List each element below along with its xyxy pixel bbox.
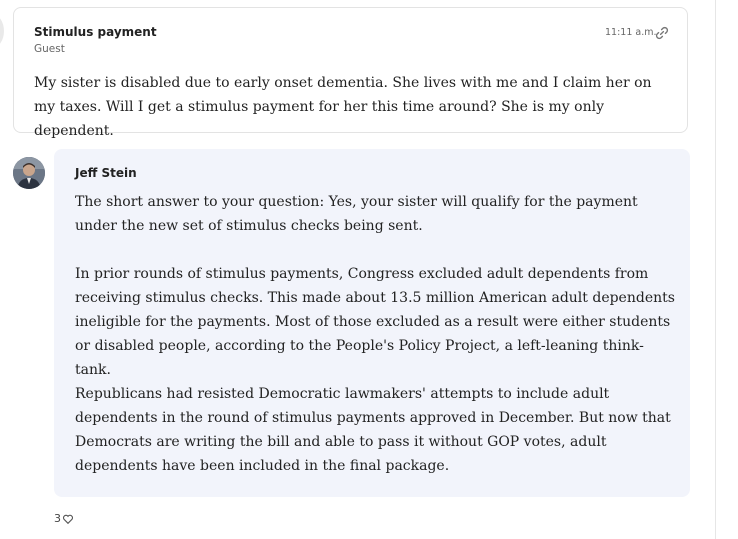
answer-author: Jeff Stein (75, 166, 137, 180)
question-card (13, 7, 688, 139)
answer-paragraph: The short answer to your question: Yes, your sister will qualify for the payment under the new set of stimulus checks being sent. (75, 194, 638, 234)
question-author-role: Guest (34, 43, 65, 55)
heart-icon (62, 513, 74, 525)
question-timestamp: 11:11 a.m. (605, 27, 657, 38)
answer-paragraph: Republicans had resisted Democratic lawmakers' attempts to include adult dependents in the round of stimulus payments approved in December. But now that Democrats are writing the bill and able to pass it without GOP votes, adult dependents have been included in the final package. (75, 386, 671, 474)
answer-card (54, 149, 690, 497)
previous-avatar-edge (0, 14, 4, 48)
answer-paragraph: In prior rounds of stimulus payments, Congress excluded adult dependents from receiving stimulus checks. This made about 13.5 million American adult dependents ineligible for the payments. Most of those excluded as a result were either students or disabled people, according to the People's Policy Project, a left-leaning think-tank. (75, 266, 675, 378)
avatar (13, 157, 45, 189)
question-text: My sister is disabled due to early onset dementia. She lives with me and I claim her on my taxes. Will I get a stimulus payment for her this time around? She is my only dependent. (34, 75, 652, 139)
column-divider (715, 0, 716, 539)
question-author: Stimulus payment (34, 25, 157, 39)
link-icon[interactable] (654, 25, 670, 41)
like-count: 3 (54, 512, 61, 525)
like-button[interactable] (54, 512, 74, 525)
